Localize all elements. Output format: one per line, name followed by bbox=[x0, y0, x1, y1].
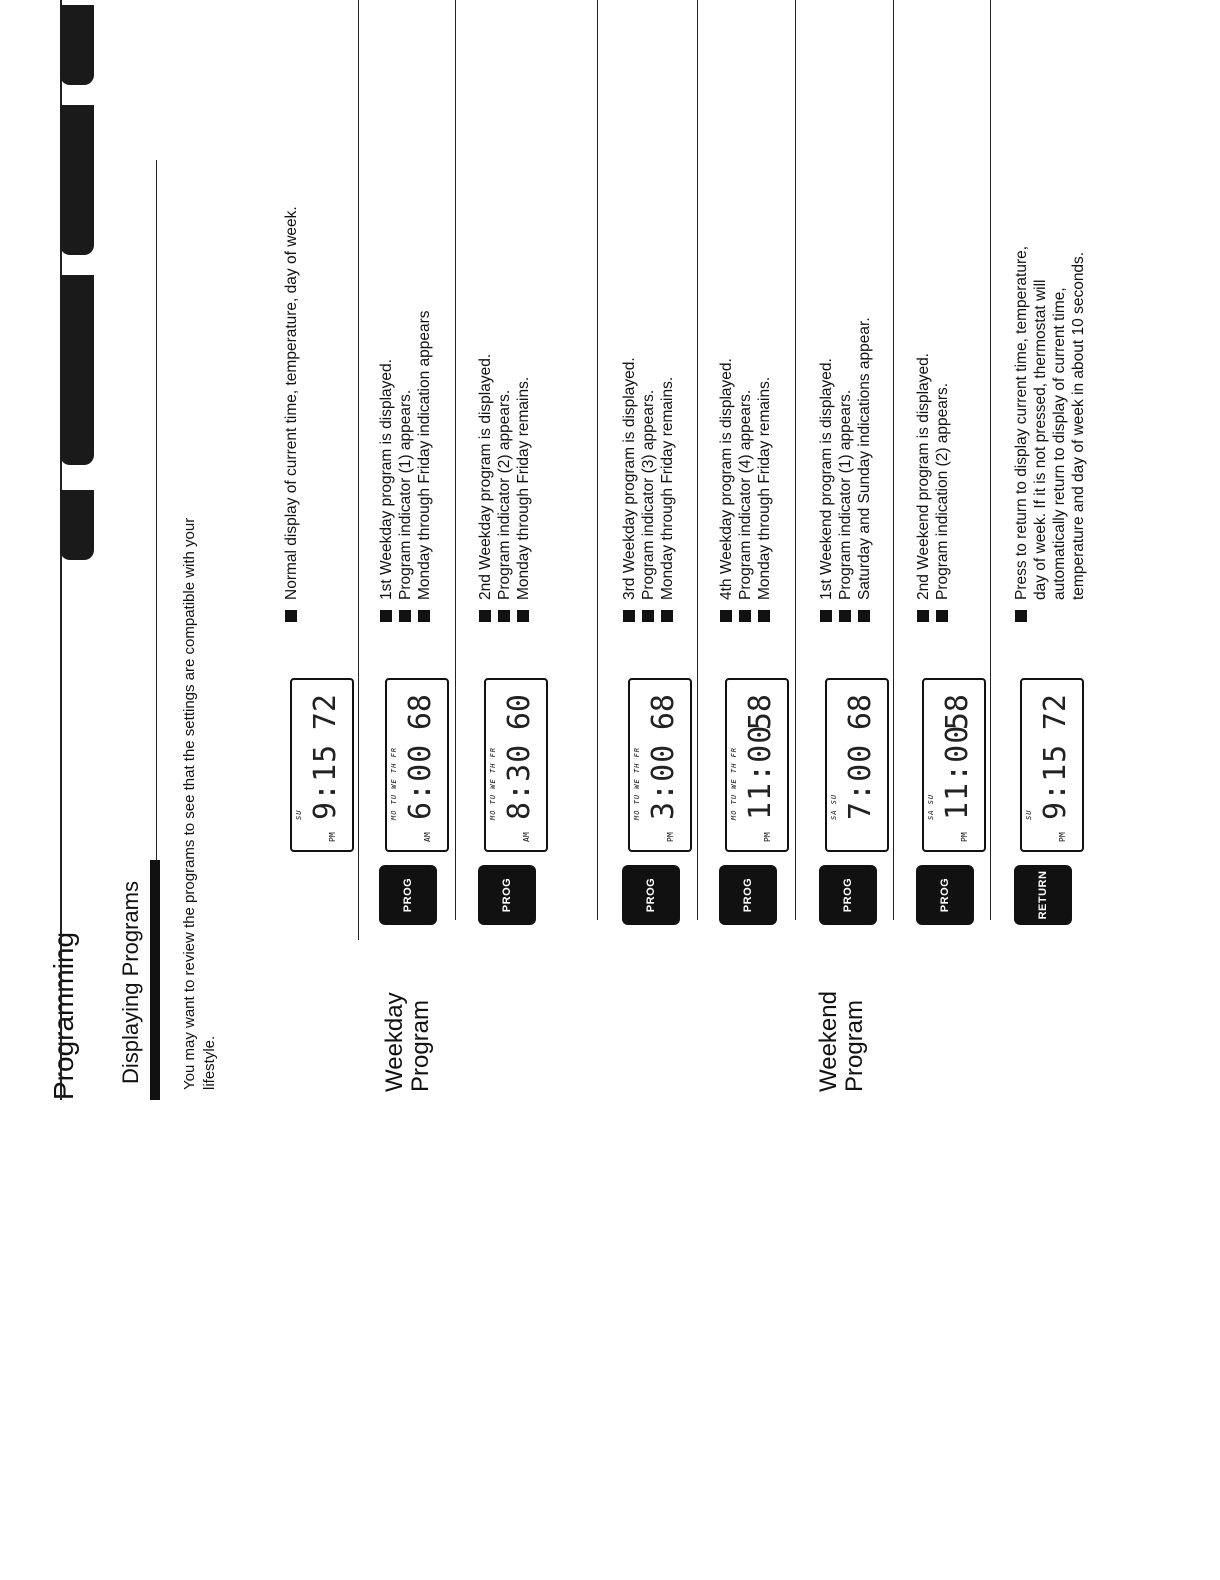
note-text: Monday through Friday indication appears bbox=[416, 310, 433, 600]
step-divider bbox=[990, 0, 991, 920]
prog-button[interactable] bbox=[478, 865, 536, 925]
note-text: Program indicator (1) appears. bbox=[837, 389, 854, 600]
display-time: 11:00 bbox=[940, 724, 975, 820]
step-divider bbox=[358, 0, 359, 940]
bullet-square-icon bbox=[739, 610, 751, 622]
weekend-section-label: Weekend Program bbox=[815, 991, 868, 1092]
display-time: 11:00 bbox=[743, 724, 778, 820]
tab-marker bbox=[60, 105, 94, 255]
display-days: SU bbox=[1025, 809, 1033, 820]
note-text: Monday through Friday remains. bbox=[515, 376, 532, 600]
bullet-square-icon bbox=[399, 610, 411, 622]
display-ampm: PM bbox=[666, 832, 675, 842]
bullet-square-icon bbox=[285, 610, 297, 622]
note-item bbox=[476, 62, 495, 622]
display-time: 9:15 bbox=[308, 743, 343, 820]
display-ampm: PM bbox=[328, 832, 337, 842]
display-temp: 68 bbox=[843, 694, 878, 731]
step-notes bbox=[1012, 242, 1088, 622]
bullet-square-icon bbox=[498, 610, 510, 622]
note-text: Program indicator (4) appears. bbox=[737, 389, 754, 600]
note-text: 2nd Weekday program is displayed. bbox=[477, 353, 494, 600]
note-item bbox=[914, 62, 933, 622]
display-days: MO TU WE TH FR bbox=[633, 746, 641, 820]
step-notes bbox=[914, 62, 952, 622]
display-ampm: AM bbox=[522, 832, 531, 842]
step-notes bbox=[620, 62, 677, 622]
note-item bbox=[717, 62, 736, 622]
note-text: Saturday and Sunday indications appear. bbox=[856, 317, 873, 600]
bullet-square-icon bbox=[661, 610, 673, 622]
title-rule bbox=[150, 860, 160, 1100]
bullet-square-icon bbox=[839, 610, 851, 622]
display-time: 7:00 bbox=[843, 743, 878, 820]
note-item bbox=[396, 62, 415, 622]
bullet-square-icon bbox=[642, 610, 654, 622]
display-temp: 68 bbox=[646, 694, 681, 731]
page-title: Displaying Programs bbox=[118, 881, 143, 1084]
weekday-section-label: Weekday Program bbox=[381, 992, 434, 1092]
bullet-square-icon bbox=[1015, 610, 1027, 622]
note-text: Program indication (2) appears. bbox=[934, 382, 951, 600]
note-text: Program indicator (3) appears. bbox=[640, 389, 657, 600]
note-text: 3rd Weekday program is displayed. bbox=[621, 357, 638, 600]
tab-marker bbox=[60, 5, 94, 85]
note-item bbox=[377, 62, 396, 622]
display-temp: 58 bbox=[940, 694, 975, 731]
thermostat-display bbox=[385, 678, 449, 852]
note-item bbox=[639, 62, 658, 622]
bullet-square-icon bbox=[820, 610, 832, 622]
display-ampm: PM bbox=[763, 832, 772, 842]
thermostat-display bbox=[922, 678, 986, 852]
prog-button[interactable] bbox=[379, 865, 437, 925]
button-label: PROG bbox=[645, 877, 657, 913]
note-text: Program indicator (2) appears. bbox=[496, 389, 513, 600]
note-text: 1st Weekend program is displayed. bbox=[818, 358, 835, 600]
bullet-square-icon bbox=[380, 610, 392, 622]
button-label: PROG bbox=[402, 877, 414, 913]
step-notes bbox=[817, 62, 874, 622]
note-item bbox=[855, 62, 874, 622]
button-label: PROG bbox=[939, 877, 951, 913]
bullet-square-icon bbox=[720, 610, 732, 622]
step-divider bbox=[893, 0, 894, 920]
bullet-square-icon bbox=[917, 610, 929, 622]
note-item bbox=[658, 62, 677, 622]
note-item bbox=[933, 62, 952, 622]
note-item bbox=[817, 62, 836, 622]
note-text: Normal display of current time, temperature, day of week. bbox=[283, 206, 300, 600]
step-divider bbox=[697, 0, 698, 920]
display-temp: 58 bbox=[743, 694, 778, 731]
note-item bbox=[836, 62, 855, 622]
display-days: SA SU bbox=[830, 793, 838, 820]
display-temp: 72 bbox=[308, 694, 343, 731]
tab-marker bbox=[60, 490, 94, 560]
thermostat-display bbox=[825, 678, 889, 852]
display-days: SU bbox=[295, 809, 303, 820]
note-item bbox=[736, 62, 755, 622]
step-notes bbox=[377, 62, 434, 622]
note-text: 4th Weekday program is displayed. bbox=[718, 358, 735, 600]
bullet-square-icon bbox=[936, 610, 948, 622]
display-days: MO TU WE TH FR bbox=[489, 746, 497, 820]
thermostat-display bbox=[290, 678, 354, 852]
prog-button[interactable] bbox=[819, 865, 877, 925]
note-text: Monday through Friday remains. bbox=[756, 376, 773, 600]
display-time: 6:00 bbox=[403, 743, 438, 820]
bullet-square-icon bbox=[418, 610, 430, 622]
step-divider bbox=[455, 0, 456, 920]
display-time: 3:00 bbox=[646, 743, 681, 820]
note-text: Press to return to display current time, temperature, day of week. If it is not pressed, thermostat will automatically return to display of current time, temperature and day of week in about 10 seconds. bbox=[1013, 245, 1087, 600]
step-notes bbox=[282, 62, 301, 622]
bullet-square-icon bbox=[517, 610, 529, 622]
button-label: RETURN bbox=[1037, 870, 1049, 920]
thermostat-display bbox=[484, 678, 548, 852]
prog-button[interactable] bbox=[622, 865, 680, 925]
bullet-square-icon bbox=[623, 610, 635, 622]
display-ampm: PM bbox=[960, 832, 969, 842]
note-item bbox=[282, 62, 301, 622]
note-item bbox=[415, 62, 434, 622]
display-temp: 68 bbox=[403, 694, 438, 731]
button-label: PROG bbox=[501, 877, 513, 913]
display-days: MO TU WE TH FR bbox=[730, 746, 738, 820]
tab-marker bbox=[60, 275, 94, 465]
note-item bbox=[495, 62, 514, 622]
step-divider bbox=[597, 0, 598, 920]
display-ampm: PM bbox=[1058, 832, 1067, 842]
step-notes bbox=[717, 62, 774, 622]
section-tabs bbox=[50, 0, 100, 560]
note-text: Program indicator (1) appears. bbox=[397, 389, 414, 600]
display-temp: 72 bbox=[1038, 694, 1073, 731]
display-time: 8:30 bbox=[502, 743, 537, 820]
thermostat-display bbox=[725, 678, 789, 852]
chapter-header: Programming bbox=[48, 931, 79, 1100]
thermostat-display bbox=[1020, 678, 1084, 852]
display-time: 9:15 bbox=[1038, 743, 1073, 820]
note-item bbox=[514, 62, 533, 622]
display-temp: 60 bbox=[502, 694, 537, 731]
button-label: PROG bbox=[842, 877, 854, 913]
intro-text: You may want to review the programs to see that the settings are compatible with your lifestyle. bbox=[181, 517, 218, 1090]
note-item bbox=[620, 62, 639, 622]
step-divider bbox=[795, 0, 796, 920]
display-days: MO TU WE TH FR bbox=[390, 746, 398, 820]
note-item bbox=[1012, 242, 1088, 622]
note-item bbox=[755, 62, 774, 622]
bullet-square-icon bbox=[858, 610, 870, 622]
prog-button[interactable] bbox=[916, 865, 974, 925]
note-text: 2nd Weekend program is displayed. bbox=[915, 353, 932, 600]
note-text: Monday through Friday remains. bbox=[659, 376, 676, 600]
title-underline bbox=[156, 160, 157, 860]
display-days: SA SU bbox=[927, 793, 935, 820]
prog-button[interactable] bbox=[719, 865, 777, 925]
bullet-square-icon bbox=[479, 610, 491, 622]
note-text: 1st Weekday program is displayed. bbox=[378, 359, 395, 600]
step-notes bbox=[476, 62, 533, 622]
button-label: PROG bbox=[742, 877, 754, 913]
bullet-square-icon bbox=[758, 610, 770, 622]
return-button[interactable] bbox=[1014, 865, 1072, 925]
display-ampm: AM bbox=[423, 832, 432, 842]
thermostat-display bbox=[628, 678, 692, 852]
